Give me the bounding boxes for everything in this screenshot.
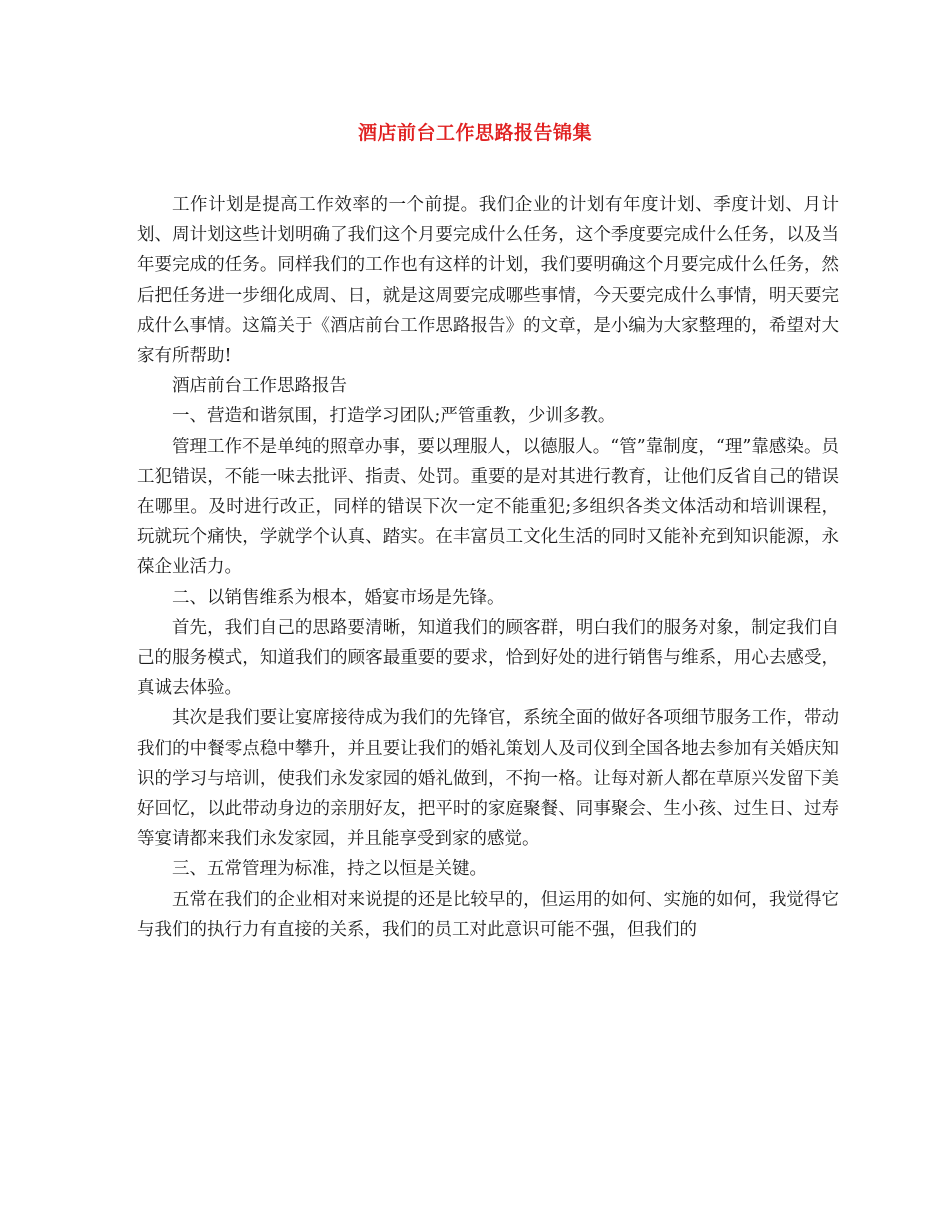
paragraph-heading-3: 三、五常管理为标准，持之以恒是关键。	[172, 859, 487, 880]
document-body	[137, 190, 839, 945]
paragraph-section-1: 管理工作不是单纯的照章办事，要以理服人，以德服人。“管”靠制度，“理”靠感染。员工犯错误，不能一味去批评、指责、处罚。重要的是对其进行教育，让他们反省自己的错误在哪里。及时进行改正，同样的错误下次一定不能重犯;多组织各类文体活动和培训课程，玩就玩个痛快，学就学个认真、踏实。在丰富员工文化生活的同时又能补充到知识能源，永葆企业活力。	[137, 436, 839, 578]
paragraph-heading-2: 二、以销售维系为根本，婚宴市场是先锋。	[172, 587, 505, 608]
paragraph-subtitle: 酒店前台工作思路报告	[172, 376, 347, 397]
paragraph-heading-1: 一、营造和谐氛围，打造学习团队;严管重教，少训多教。	[172, 406, 616, 427]
paragraph-section-3: 五常在我们的企业相对来说提的还是比较早的，但运用的如何、实施的如何，我觉得它与我们的执行力有直接的关系，我们的员工对此意识可能不强，但我们的	[137, 889, 839, 940]
paragraph-intro: 工作计划是提高工作效率的一个前提。我们企业的计划有年度计划、季度计划、月计划、周计划这些计划明确了我们这个月要完成什么任务，这个季度要完成什么任务，以及当年要完成的任务。同样我们的工作也有这样的计划，我们要明确这个月要完成什么任务，然后把任务进一步细化成周、日，就是这周要完成哪些事情，今天要完成什么事情，明天要完成什么事情。这篇关于《酒店前台工作思路报告》的文章，是小编为大家整理的，希望对大家有所帮助!	[137, 195, 839, 367]
paragraph-section-2a: 首先，我们自己的思路要清晰，知道我们的顾客群，明白我们的服务对象，制定我们自己的服务模式，知道我们的顾客最重要的要求，恰到好处的进行销售与维系，用心去感受，真诚去体验。	[137, 617, 839, 699]
document-title: 酒店前台工作思路报告锦集	[357, 122, 592, 144]
paragraph-section-2b: 其次是我们要让宴席接待成为我们的先锋官，系统全面的做好各项细节服务工作，带动我们的中餐零点稳中攀升，并且要让我们的婚礼策划人及司仪到全国各地去参加有关婚庆知识的学习与培训，使我们永发家园的婚礼做到，不拘一格。让每对新人都在草原兴发留下美好回忆，以此带动身边的亲朋好友，把平时的家庭聚餐、同事聚会、生小孩、过生日、过寿等宴请都来我们永发家园，并且能享受到家的感觉。	[137, 708, 839, 850]
